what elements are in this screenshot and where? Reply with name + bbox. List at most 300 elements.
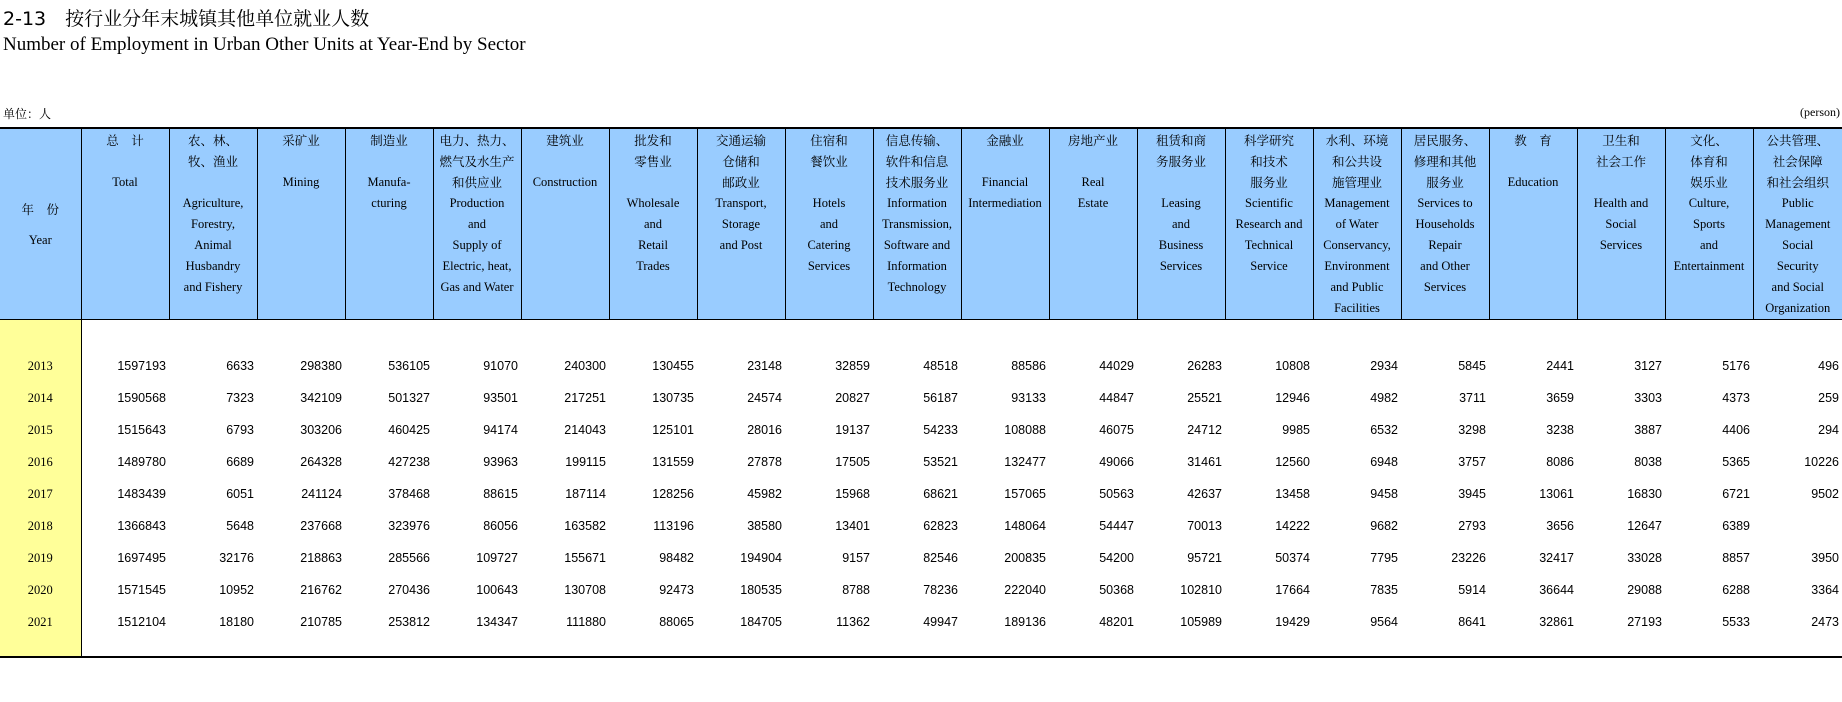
column-header-en: Production and Supply of Electric, heat, Gas and Water (440, 196, 514, 294)
table-row (0, 606, 1842, 638)
table-row (0, 446, 1842, 478)
spacer-cell (1137, 320, 1225, 351)
value-cell: 62823 (923, 519, 958, 533)
value-cell: 218863 (300, 551, 342, 565)
value-cell: 3887 (1634, 423, 1662, 437)
table-title-en: Number of Employment in Urban Other Units at Year-End by Sector (3, 34, 526, 55)
value-cell: 180535 (740, 583, 782, 597)
value-cell: 92473 (659, 583, 694, 597)
table-row (0, 478, 1842, 510)
padding-cell (609, 638, 697, 657)
employment-table (0, 127, 1842, 658)
year-cell: 2015 (0, 414, 81, 446)
value-cell: 23148 (747, 359, 782, 373)
value-cell: 50368 (1099, 583, 1134, 597)
column-header-cn: 租赁和商 务服务业 (1155, 133, 1206, 169)
column-header-cn: 金融业 (986, 133, 1024, 148)
value-cell: 95721 (1187, 551, 1222, 565)
value-cell: 1512104 (117, 615, 166, 629)
value-cell: 216762 (300, 583, 342, 597)
value-cell: 82546 (923, 551, 958, 565)
spacer-cell (609, 320, 697, 351)
column-header (609, 128, 697, 320)
column-header-en: Mining (282, 175, 320, 189)
column-header-en: Management of Water Conservancy, Environment and Public Facilities (1323, 196, 1391, 315)
column-header-en: Culture, Sports and Entertainment (1673, 196, 1745, 273)
year-header-en: Year (28, 232, 52, 247)
value-cell: 285566 (388, 551, 430, 565)
column-header-cn: 采矿业 (282, 133, 320, 148)
value-cell: 134347 (476, 615, 518, 629)
value-cell: 9157 (842, 551, 870, 565)
spacer-cell (697, 320, 785, 351)
value-cell: 27878 (747, 455, 782, 469)
value-cell: 2473 (1811, 615, 1839, 629)
value-cell: 93501 (483, 391, 518, 405)
column-header-cn: 科学研究 和技术 服务业 (1243, 133, 1294, 190)
year-cell: 2021 (0, 606, 81, 638)
spacer-cell (433, 320, 521, 351)
value-cell: 132477 (1004, 455, 1046, 469)
column-header (1225, 128, 1313, 320)
value-cell: 8788 (842, 583, 870, 597)
column-header-cn: 公共管理、 社会保障 和社会组织 (1766, 133, 1829, 190)
value-cell: 50374 (1275, 551, 1310, 565)
padding-cell (785, 638, 873, 657)
value-cell: 113196 (653, 519, 694, 533)
value-cell: 378468 (388, 487, 430, 501)
spacer-cell (961, 320, 1049, 351)
column-header (697, 128, 785, 320)
value-cell: 5176 (1722, 359, 1750, 373)
value-cell: 31461 (1187, 455, 1222, 469)
value-cell: 12946 (1275, 391, 1310, 405)
column-header-cn: 交通运输 仓储和 邮政业 (715, 133, 766, 190)
value-cell: 8086 (1546, 455, 1574, 469)
padding-cell (1313, 638, 1401, 657)
value-cell: 460425 (388, 423, 430, 437)
table-title-cn: 2-13 按行业分年末城镇其他单位就业人数 (3, 8, 370, 30)
spacer-cell (1489, 320, 1577, 351)
value-cell: 130708 (564, 583, 606, 597)
value-cell: 3711 (1459, 391, 1486, 405)
spacer-cell (873, 320, 961, 351)
value-cell: 222040 (1004, 583, 1046, 597)
value-cell: 6721 (1722, 487, 1750, 501)
value-cell: 1515643 (117, 423, 166, 437)
spacer-cell (0, 320, 81, 351)
value-cell: 4373 (1722, 391, 1750, 405)
value-cell: 253812 (388, 615, 430, 629)
column-header (257, 128, 345, 320)
value-cell: 88615 (483, 487, 518, 501)
value-cell: 19429 (1275, 615, 1310, 629)
table-row (0, 350, 1842, 382)
padding-cell (961, 638, 1049, 657)
value-cell: 427238 (388, 455, 430, 469)
value-cell: 259 (1818, 391, 1839, 405)
table-row (0, 414, 1842, 446)
column-header-en: Agriculture, Forestry, Animal Husbandry and Fishery (182, 196, 244, 294)
bottom-padding-row (0, 638, 1842, 657)
value-cell: 105989 (1180, 615, 1222, 629)
value-cell: 44029 (1099, 359, 1134, 373)
value-cell: 88586 (1011, 359, 1046, 373)
value-cell: 536105 (388, 359, 430, 373)
value-cell: 91070 (483, 359, 518, 373)
spacer-cell (1577, 320, 1665, 351)
table-row (0, 542, 1842, 574)
padding-cell (433, 638, 521, 657)
padding-cell (1753, 638, 1842, 657)
value-cell: 88065 (659, 615, 694, 629)
value-cell: 194904 (740, 551, 782, 565)
value-cell: 14222 (1275, 519, 1310, 533)
value-cell: 32176 (219, 551, 254, 565)
column-header (1137, 128, 1225, 320)
spacer-cell (1225, 320, 1313, 351)
padding-cell (345, 638, 433, 657)
padding-cell (521, 638, 609, 657)
column-header-cn: 卫生和 社会工作 (1595, 133, 1646, 169)
value-cell: 16830 (1627, 487, 1662, 501)
value-cell: 1697495 (117, 551, 166, 565)
value-cell: 148064 (1004, 519, 1046, 533)
value-cell: 5845 (1458, 359, 1486, 373)
value-cell: 1597193 (117, 359, 166, 373)
value-cell: 5533 (1722, 615, 1750, 629)
value-cell: 9502 (1811, 487, 1839, 501)
value-cell: 1483439 (117, 487, 166, 501)
value-cell: 3238 (1546, 423, 1574, 437)
value-cell: 70013 (1187, 519, 1222, 533)
value-cell: 32861 (1539, 615, 1574, 629)
value-cell: 9682 (1370, 519, 1398, 533)
value-cell: 2441 (1546, 359, 1574, 373)
column-header (345, 128, 433, 320)
column-header (433, 128, 521, 320)
column-header (1401, 128, 1489, 320)
column-header (169, 128, 257, 320)
spacer-cell (1665, 320, 1753, 351)
year-cell: 2018 (0, 510, 81, 542)
padding-cell (1225, 638, 1313, 657)
column-header (1753, 128, 1842, 320)
value-cell: 32417 (1539, 551, 1574, 565)
value-cell: 2934 (1370, 359, 1398, 373)
value-cell: 3127 (1634, 359, 1662, 373)
spacer-cell (257, 320, 345, 351)
spacer-cell (345, 320, 433, 351)
value-cell: 8038 (1634, 455, 1662, 469)
value-cell: 44847 (1099, 391, 1134, 405)
column-header (1313, 128, 1401, 320)
column-header-cn: 制造业 (370, 133, 408, 148)
column-header-cn: 住宿和 餐饮业 (810, 133, 848, 169)
column-header-cn: 水利、环境 和公共设 施管理业 (1325, 133, 1389, 190)
spacer-cell (521, 320, 609, 351)
value-cell: 6389 (1722, 519, 1750, 533)
value-cell: 3950 (1811, 551, 1839, 565)
column-header-en: Public Management Social Security and Social Organization (1765, 196, 1831, 315)
column-header-en: Total (112, 175, 138, 189)
value-cell: 7323 (226, 391, 254, 405)
column-header (1577, 128, 1665, 320)
column-header-en: Transport, Storage and Post (715, 196, 767, 252)
column-header-cn: 建筑业 (546, 133, 584, 148)
value-cell: 94174 (483, 423, 518, 437)
value-cell: 13458 (1275, 487, 1310, 501)
value-cell: 19137 (835, 423, 870, 437)
table-row (0, 382, 1842, 414)
value-cell: 7795 (1370, 551, 1398, 565)
year-cell: 2019 (0, 542, 81, 574)
value-cell: 36644 (1539, 583, 1574, 597)
column-header-cn: 总 计 (106, 133, 144, 148)
column-header-en: Hotels and Catering Services (807, 196, 851, 273)
value-cell: 157065 (1004, 487, 1046, 501)
column-header-en: Health and Social Services (1593, 196, 1649, 252)
spacer-cell (169, 320, 257, 351)
table-row (0, 574, 1842, 606)
column-header-cn: 信息传输、 软件和信息 技术服务业 (885, 133, 949, 190)
padding-cell (1577, 638, 1665, 657)
column-header (961, 128, 1049, 320)
value-cell: 17664 (1275, 583, 1310, 597)
year-header-cn: 年 份 (21, 201, 59, 217)
column-header-en: Leasing and Business Services (1158, 196, 1204, 273)
value-cell: 68621 (923, 487, 958, 501)
value-cell: 26283 (1187, 359, 1222, 373)
value-cell: 111880 (566, 615, 606, 629)
value-cell: 48201 (1099, 615, 1134, 629)
value-cell: 48518 (923, 359, 958, 373)
column-header (1489, 128, 1577, 320)
spacer-cell (1313, 320, 1401, 351)
year-cell: 2016 (0, 446, 81, 478)
value-cell: 496 (1818, 359, 1839, 373)
column-header-cn: 农、林、 牧、渔业 (187, 133, 238, 169)
padding-cell (873, 638, 961, 657)
column-header-en: Manufa- cturing (367, 175, 411, 210)
year-cell: 2020 (0, 574, 81, 606)
value-cell: 7835 (1370, 583, 1398, 597)
column-header-en: Construction (532, 175, 598, 189)
value-cell: 9458 (1370, 487, 1398, 501)
table-row (0, 510, 1842, 542)
year-column-header (0, 128, 81, 320)
spacer-cell (81, 320, 169, 351)
column-header-en: Information Transmission, Software and Information Technology (881, 196, 953, 294)
unit-label-en: (person) (1800, 105, 1840, 119)
column-header-en: Services to Households Repair and Other Services (1415, 196, 1475, 294)
value-cell: 264328 (300, 455, 342, 469)
value-cell: 18180 (219, 615, 254, 629)
value-cell: 9985 (1282, 423, 1310, 437)
value-cell: 10226 (1804, 455, 1839, 469)
value-cell: 33028 (1627, 551, 1662, 565)
employment-table-wrapper (0, 127, 1842, 658)
padding-cell (1489, 638, 1577, 657)
table-body (0, 320, 1842, 658)
value-cell: 10808 (1275, 359, 1310, 373)
value-cell: 93133 (1011, 391, 1046, 405)
value-cell: 270436 (388, 583, 430, 597)
value-cell: 6288 (1722, 583, 1750, 597)
value-cell: 54447 (1099, 519, 1134, 533)
value-cell: 501327 (388, 391, 430, 405)
column-header (1665, 128, 1753, 320)
value-cell: 10952 (219, 583, 254, 597)
value-cell: 4406 (1722, 423, 1750, 437)
year-cell: 2014 (0, 382, 81, 414)
column-header-en: Financial Intermediation (968, 175, 1042, 210)
value-cell: 54233 (923, 423, 958, 437)
value-cell: 3659 (1546, 391, 1574, 405)
value-cell: 3757 (1458, 455, 1486, 469)
value-cell: 240300 (564, 359, 606, 373)
value-cell: 323976 (388, 519, 430, 533)
spacer-cell (1049, 320, 1137, 351)
padding-cell (697, 638, 785, 657)
value-cell: 56187 (923, 391, 958, 405)
value-cell: 27193 (1627, 615, 1662, 629)
year-cell: 2017 (0, 478, 81, 510)
value-cell: 98482 (659, 551, 694, 565)
value-cell: 3298 (1458, 423, 1486, 437)
value-cell: 93963 (483, 455, 518, 469)
value-cell: 12647 (1627, 519, 1662, 533)
column-header-cn: 房地产业 (1067, 133, 1118, 148)
value-cell: 28016 (747, 423, 782, 437)
value-cell: 199115 (565, 455, 606, 469)
value-cell: 8641 (1458, 615, 1486, 629)
value-cell: 53521 (923, 455, 958, 469)
value-cell: 1571545 (117, 583, 166, 597)
column-header (521, 128, 609, 320)
value-cell: 210785 (300, 615, 342, 629)
padding-cell (169, 638, 257, 657)
value-cell: 23226 (1451, 551, 1486, 565)
value-cell: 3303 (1634, 391, 1662, 405)
header-row (0, 128, 1842, 320)
value-cell: 13401 (835, 519, 870, 533)
value-cell: 6793 (226, 423, 254, 437)
value-cell: 9564 (1370, 615, 1398, 629)
value-cell: 8857 (1722, 551, 1750, 565)
value-cell (1753, 510, 1842, 542)
value-cell: 100643 (476, 583, 518, 597)
value-cell: 3945 (1458, 487, 1486, 501)
column-header-cn: 文化、 体育和 娱乐业 (1690, 133, 1728, 190)
value-cell: 13061 (1539, 487, 1574, 501)
column-header-cn: 批发和 零售业 (634, 133, 672, 169)
value-cell: 125101 (652, 423, 694, 437)
value-cell: 6532 (1370, 423, 1398, 437)
spacer-cell (785, 320, 873, 351)
value-cell: 214043 (564, 423, 606, 437)
value-cell: 15968 (835, 487, 870, 501)
value-cell: 54200 (1099, 551, 1134, 565)
value-cell: 109727 (476, 551, 518, 565)
value-cell: 24574 (747, 391, 782, 405)
value-cell: 32859 (835, 359, 870, 373)
value-cell: 6633 (226, 359, 254, 373)
value-cell: 163582 (564, 519, 606, 533)
value-cell: 6948 (1370, 455, 1398, 469)
value-cell: 189136 (1004, 615, 1046, 629)
value-cell: 102810 (1180, 583, 1222, 597)
column-header (873, 128, 961, 320)
value-cell: 6051 (226, 487, 254, 501)
column-header-cn: 居民服务、 修理和其他 服务业 (1413, 133, 1477, 190)
column-header-en: Wholesale and Retail Trades (626, 196, 680, 273)
value-cell: 46075 (1099, 423, 1134, 437)
value-cell: 3656 (1546, 519, 1574, 533)
value-cell: 50563 (1099, 487, 1134, 501)
value-cell: 294 (1818, 423, 1839, 437)
value-cell: 303206 (300, 423, 342, 437)
value-cell: 187114 (565, 487, 606, 501)
unit-label-cn: 单位：人 (3, 107, 52, 121)
column-header-en: Education (1507, 175, 1559, 189)
value-cell: 5914 (1458, 583, 1486, 597)
column-header-cn: 电力、热力、 燃气及水生产 和供应业 (439, 133, 515, 190)
value-cell: 78236 (923, 583, 958, 597)
value-cell: 241124 (301, 487, 342, 501)
year-cell: 2013 (0, 350, 81, 382)
value-cell: 298380 (300, 359, 342, 373)
value-cell: 184705 (740, 615, 782, 629)
value-cell: 342109 (300, 391, 342, 405)
value-cell: 4982 (1370, 391, 1398, 405)
value-cell: 217251 (564, 391, 606, 405)
value-cell: 131559 (652, 455, 694, 469)
value-cell: 2793 (1458, 519, 1486, 533)
value-cell: 12560 (1275, 455, 1310, 469)
value-cell: 49066 (1099, 455, 1134, 469)
value-cell: 29088 (1627, 583, 1662, 597)
padding-cell (1665, 638, 1753, 657)
value-cell: 38580 (747, 519, 782, 533)
padding-cell (1049, 638, 1137, 657)
value-cell: 1590568 (117, 391, 166, 405)
value-cell: 128256 (652, 487, 694, 501)
value-cell: 25521 (1187, 391, 1222, 405)
value-cell: 20827 (835, 391, 870, 405)
value-cell: 6689 (226, 455, 254, 469)
value-cell: 17505 (835, 455, 870, 469)
spacer-cell (1401, 320, 1489, 351)
padding-cell (1137, 638, 1225, 657)
padding-cell (81, 638, 169, 657)
padding-cell (0, 638, 81, 657)
value-cell: 108088 (1004, 423, 1046, 437)
value-cell: 45982 (747, 487, 782, 501)
value-cell: 1489780 (117, 455, 166, 469)
spacer-row (0, 320, 1842, 351)
column-header-en: Real Estate (1077, 175, 1109, 210)
column-header (785, 128, 873, 320)
column-header-cn: 教 育 (1514, 133, 1552, 148)
value-cell: 237668 (300, 519, 342, 533)
value-cell: 5365 (1722, 455, 1750, 469)
value-cell: 86056 (483, 519, 518, 533)
column-header (81, 128, 169, 320)
value-cell: 3364 (1811, 583, 1839, 597)
value-cell: 24712 (1187, 423, 1222, 437)
value-cell: 11362 (836, 615, 870, 629)
